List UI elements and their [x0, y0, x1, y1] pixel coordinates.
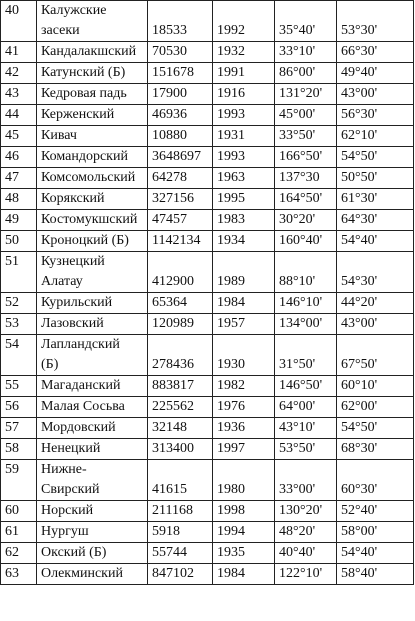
- reserve-name-cell: [37, 210, 148, 231]
- row-number-cell: 49: [1, 210, 37, 231]
- reserve-name-line: Керженский: [41, 107, 115, 122]
- year-cell: 1992: [213, 1, 275, 42]
- reserve-name-line: Норский: [41, 503, 94, 518]
- longitude-cell: 33°10': [275, 42, 337, 63]
- area-cell: 18533: [148, 1, 213, 42]
- year-cell: 1983: [213, 210, 275, 231]
- year-cell: 1991: [213, 63, 275, 84]
- reserve-name-line: Малая Сосьва: [41, 399, 125, 414]
- area-cell: 313400: [148, 439, 213, 460]
- reserve-name-line: Свирский: [41, 482, 100, 497]
- longitude-cell: 130°20': [275, 501, 337, 522]
- table-row: [1, 147, 414, 168]
- row-number-cell: 55: [1, 376, 37, 397]
- longitude-cell: 35°40': [275, 1, 337, 42]
- year-cell: 1930: [213, 335, 275, 376]
- area-cell: 1142134: [148, 231, 213, 252]
- reserve-name-line: Нижне-: [41, 462, 87, 477]
- table-row: [1, 564, 414, 585]
- longitude-cell: 164°50': [275, 189, 337, 210]
- latitude-cell: 58°00': [337, 522, 414, 543]
- reserve-name-line: (Б): [41, 357, 59, 372]
- row-number-cell: 56: [1, 397, 37, 418]
- area-cell: 55744: [148, 543, 213, 564]
- longitude-cell: 122°10': [275, 564, 337, 585]
- row-number-cell: 53: [1, 314, 37, 335]
- longitude-cell: 146°10': [275, 293, 337, 314]
- row-number-cell: 48: [1, 189, 37, 210]
- year-cell: 1934: [213, 231, 275, 252]
- reserve-name-cell: [37, 189, 148, 210]
- latitude-cell: 64°30': [337, 210, 414, 231]
- table-row: [1, 210, 414, 231]
- area-cell: 412900: [148, 252, 213, 293]
- reserve-name-line: Лазовский: [41, 316, 104, 331]
- area-cell: 70530: [148, 42, 213, 63]
- longitude-cell: 40°40': [275, 543, 337, 564]
- table-row: [1, 168, 414, 189]
- reserve-name-line: Алатау: [41, 274, 83, 289]
- table-row: [1, 84, 414, 105]
- longitude-cell: 160°40': [275, 231, 337, 252]
- area-cell: 65364: [148, 293, 213, 314]
- table-row: [1, 501, 414, 522]
- reserve-name-cell: [37, 252, 148, 293]
- area-cell: 151678: [148, 63, 213, 84]
- reserve-name-line: Лапландский: [41, 337, 120, 352]
- year-cell: 1916: [213, 84, 275, 105]
- latitude-cell: 44°20': [337, 293, 414, 314]
- row-number-cell: 58: [1, 439, 37, 460]
- latitude-cell: 60°30': [337, 460, 414, 501]
- row-number-cell: 63: [1, 564, 37, 585]
- year-cell: 1931: [213, 126, 275, 147]
- area-cell: 64278: [148, 168, 213, 189]
- year-cell: 1935: [213, 543, 275, 564]
- area-cell: 278436: [148, 335, 213, 376]
- table-row: [1, 252, 414, 293]
- reserve-name-cell: [37, 63, 148, 84]
- longitude-cell: 166°50': [275, 147, 337, 168]
- reserve-name-cell: [37, 1, 148, 42]
- latitude-cell: 43°00': [337, 314, 414, 335]
- table-row: [1, 543, 414, 564]
- year-cell: 1982: [213, 376, 275, 397]
- row-number-cell: 43: [1, 84, 37, 105]
- year-cell: 1957: [213, 314, 275, 335]
- row-number-cell: 44: [1, 105, 37, 126]
- longitude-cell: 64°00': [275, 397, 337, 418]
- reserve-name-cell: [37, 335, 148, 376]
- reserve-name-cell: [37, 397, 148, 418]
- row-number-cell: 54: [1, 335, 37, 376]
- row-number-cell: 51: [1, 252, 37, 293]
- table-row: [1, 293, 414, 314]
- year-cell: 1936: [213, 418, 275, 439]
- reserve-name-line: Олекминский: [41, 566, 123, 581]
- area-cell: 847102: [148, 564, 213, 585]
- row-number-cell: 47: [1, 168, 37, 189]
- latitude-cell: 49°40': [337, 63, 414, 84]
- table-row: [1, 231, 414, 252]
- reserve-name-cell: [37, 460, 148, 501]
- latitude-cell: 58°40': [337, 564, 414, 585]
- latitude-cell: 54°30': [337, 252, 414, 293]
- longitude-cell: 86°00': [275, 63, 337, 84]
- row-number-cell: 62: [1, 543, 37, 564]
- area-cell: 32148: [148, 418, 213, 439]
- year-cell: 1993: [213, 147, 275, 168]
- table-row: [1, 460, 414, 501]
- year-cell: 1984: [213, 293, 275, 314]
- table-row: [1, 418, 414, 439]
- latitude-cell: 56°30': [337, 105, 414, 126]
- longitude-cell: 134°00': [275, 314, 337, 335]
- longitude-cell: 53°50': [275, 439, 337, 460]
- longitude-cell: 88°10': [275, 252, 337, 293]
- area-cell: 225562: [148, 397, 213, 418]
- reserve-name-line: Командорский: [41, 149, 128, 164]
- latitude-cell: 50°50': [337, 168, 414, 189]
- table-row: [1, 126, 414, 147]
- table-row: [1, 63, 414, 84]
- table-row: [1, 189, 414, 210]
- reserve-name-line: Нургуш: [41, 524, 89, 539]
- latitude-cell: 68°30': [337, 439, 414, 460]
- reserve-name-cell: [37, 564, 148, 585]
- reserve-name-line: Комсомольский: [41, 170, 136, 185]
- reserve-name-cell: [37, 84, 148, 105]
- reserve-name-line: Кивач: [41, 128, 77, 143]
- reserve-name-cell: [37, 42, 148, 63]
- table-row: [1, 397, 414, 418]
- reserve-name-line: Костомукшский: [41, 212, 138, 227]
- row-number-cell: 59: [1, 460, 37, 501]
- reserve-name-cell: [37, 231, 148, 252]
- reserve-name-line: Катунский (Б): [41, 65, 126, 80]
- table-row: [1, 439, 414, 460]
- reserve-name-line: Кандалакшский: [41, 44, 137, 59]
- reserve-name-cell: [37, 543, 148, 564]
- longitude-cell: 146°50': [275, 376, 337, 397]
- reserve-name-cell: [37, 501, 148, 522]
- reserve-name-line: Калужские: [41, 3, 107, 18]
- latitude-cell: 54°50': [337, 418, 414, 439]
- reserve-name-cell: [37, 418, 148, 439]
- row-number-cell: 61: [1, 522, 37, 543]
- latitude-cell: 62°00': [337, 397, 414, 418]
- area-cell: 883817: [148, 376, 213, 397]
- reserve-name-line: Курильский: [41, 295, 113, 310]
- area-cell: 3648697: [148, 147, 213, 168]
- row-number-cell: 57: [1, 418, 37, 439]
- row-number-cell: 45: [1, 126, 37, 147]
- reserve-name-line: Магаданский: [41, 378, 121, 393]
- longitude-cell: 137°30: [275, 168, 337, 189]
- latitude-cell: 54°40': [337, 543, 414, 564]
- latitude-cell: 52°40': [337, 501, 414, 522]
- reserves-table-body: [1, 1, 414, 585]
- area-cell: 10880: [148, 126, 213, 147]
- longitude-cell: 30°20': [275, 210, 337, 231]
- year-cell: 1980: [213, 460, 275, 501]
- reserve-name-line: Окский (Б): [41, 545, 107, 560]
- table-row: [1, 335, 414, 376]
- row-number-cell: 40: [1, 1, 37, 42]
- table-row: [1, 314, 414, 335]
- row-number-cell: 52: [1, 293, 37, 314]
- year-cell: 1993: [213, 105, 275, 126]
- area-cell: 41615: [148, 460, 213, 501]
- area-cell: 46936: [148, 105, 213, 126]
- year-cell: 1997: [213, 439, 275, 460]
- table-row: [1, 1, 414, 42]
- longitude-cell: 48°20': [275, 522, 337, 543]
- area-cell: 5918: [148, 522, 213, 543]
- row-number-cell: 50: [1, 231, 37, 252]
- longitude-cell: 131°20': [275, 84, 337, 105]
- year-cell: 1994: [213, 522, 275, 543]
- reserve-name-line: Корякский: [41, 191, 105, 206]
- longitude-cell: 33°50': [275, 126, 337, 147]
- reserve-name-cell: [37, 168, 148, 189]
- latitude-cell: 53°30': [337, 1, 414, 42]
- area-cell: 120989: [148, 314, 213, 335]
- year-cell: 1932: [213, 42, 275, 63]
- reserve-name-cell: [37, 314, 148, 335]
- latitude-cell: 62°10': [337, 126, 414, 147]
- longitude-cell: 33°00': [275, 460, 337, 501]
- reserve-name-cell: [37, 376, 148, 397]
- latitude-cell: 54°50': [337, 147, 414, 168]
- year-cell: 1963: [213, 168, 275, 189]
- reserve-name-cell: [37, 439, 148, 460]
- table-row: [1, 522, 414, 543]
- reserve-name-line: Кроноцкий (Б): [41, 233, 129, 248]
- reserve-name-line: Кедровая падь: [41, 86, 127, 101]
- table-row: [1, 42, 414, 63]
- area-cell: 47457: [148, 210, 213, 231]
- reserve-name-cell: [37, 522, 148, 543]
- latitude-cell: 43°00': [337, 84, 414, 105]
- reserve-name-cell: [37, 147, 148, 168]
- area-cell: 211168: [148, 501, 213, 522]
- latitude-cell: 67°50': [337, 335, 414, 376]
- area-cell: 17900: [148, 84, 213, 105]
- latitude-cell: 60°10': [337, 376, 414, 397]
- row-number-cell: 60: [1, 501, 37, 522]
- reserve-name-line: Ненецкий: [41, 441, 101, 456]
- area-cell: 327156: [148, 189, 213, 210]
- reserve-name-cell: [37, 293, 148, 314]
- reserve-name-line: засеки: [41, 23, 80, 38]
- year-cell: 1998: [213, 501, 275, 522]
- table-row: [1, 376, 414, 397]
- reserve-name-cell: [37, 105, 148, 126]
- table-row: [1, 105, 414, 126]
- row-number-cell: 41: [1, 42, 37, 63]
- latitude-cell: 66°30': [337, 42, 414, 63]
- longitude-cell: 45°00': [275, 105, 337, 126]
- row-number-cell: 46: [1, 147, 37, 168]
- row-number-cell: 42: [1, 63, 37, 84]
- latitude-cell: 54°40': [337, 231, 414, 252]
- reserve-name-line: Кузнецкий: [41, 254, 105, 269]
- year-cell: 1989: [213, 252, 275, 293]
- year-cell: 1976: [213, 397, 275, 418]
- latitude-cell: 61°30': [337, 189, 414, 210]
- longitude-cell: 43°10': [275, 418, 337, 439]
- year-cell: 1984: [213, 564, 275, 585]
- year-cell: 1995: [213, 189, 275, 210]
- longitude-cell: 31°50': [275, 335, 337, 376]
- reserve-name-cell: [37, 126, 148, 147]
- reserve-name-line: Мордовский: [41, 420, 116, 435]
